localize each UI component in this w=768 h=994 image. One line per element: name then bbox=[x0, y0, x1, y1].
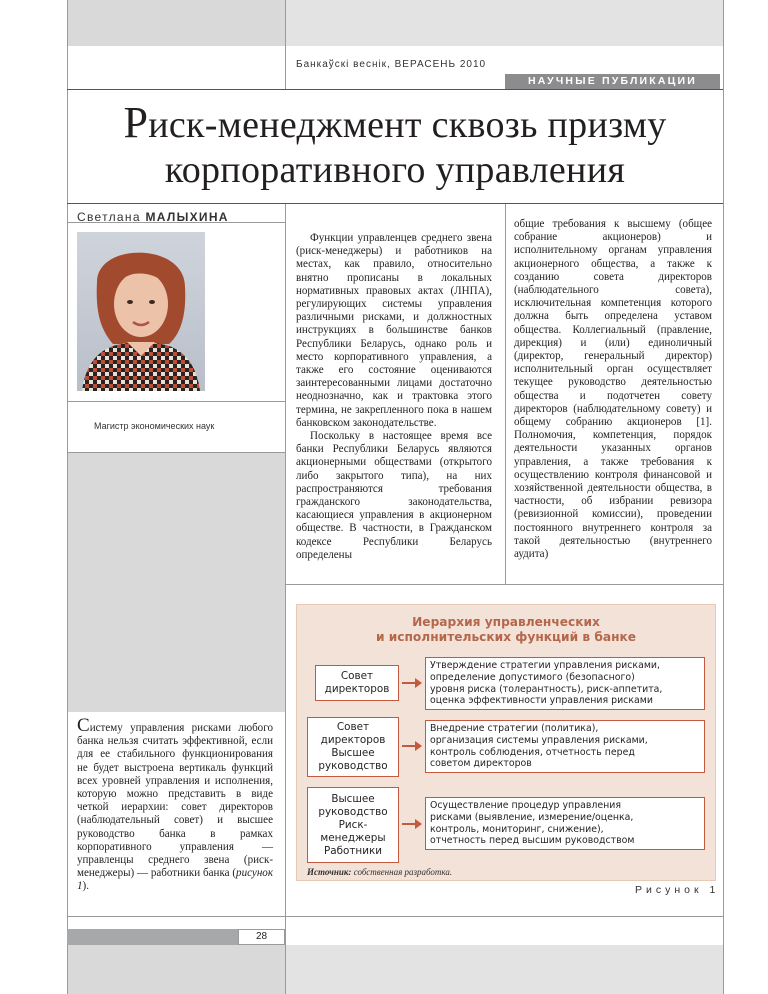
vertical-rule-middle bbox=[285, 0, 286, 89]
vertical-rule-middle-lower bbox=[285, 204, 286, 994]
function-box-management: Внедрение стратегии (политика), организация системы управления рисками, контроль соблюдения, отчетность перед советом директоров bbox=[425, 720, 705, 773]
horizontal-rule-bottom bbox=[67, 916, 723, 917]
paragraph: общие требования к высшему (общее собрание акционеров) и исполнительному органам управления акционерного общества, а также к созданию совета директоров (наблюдательного совета), исключительная компетенция которого должна быть определена уставом общества. Коллегиальный (правление, дирекция) и (или) единоличный (директор, генеральный директор) исполнительный орган осуществляет текущее руководство деятельностью общества и подотчетен совету директоров (наблюдательному совету) и общему собранию акционеров [1]. Полномочия, компетенция, порядок деятельности указанных органов управления, а также требования к осуществлению контроля финансовой и хозяйственной деятельности общества, в частности, об избрании ревизора (ревизионной комиссии), проведении постоянного внутреннего контроля за такой деятельностью (внутреннего аудита) bbox=[514, 218, 712, 561]
level-box-operations: Высшее руководство Риск- менеджеры Работники bbox=[307, 787, 399, 863]
figure-hierarchy bbox=[296, 604, 716, 881]
intro-text: Систему управления рисками любого банка нельзя считать эффективной, если для ее стабильного функционирования не будет выстроена вертикаль функций всех уровней управления и исполнения, которую можно представить в виде четкой иерархии: совет директоров (наблюдательный совет) и высшее руководство банка в рамках корпоративного управления — управленцы среднего звена (риск-менеджеры) — работники банка (рисунок 1). bbox=[77, 715, 273, 893]
horizontal-rule-degree bbox=[67, 452, 285, 453]
paragraph: Поскольку в настоящее время все банки Республики Беларусь являются акционерными обществами (открытого либо закрытого типа), на них распространяются требования гражданского законодательства, касающиеся управления в акционерном обществе. В частности, в Гражданском кодексе Республики Беларусь определены bbox=[296, 430, 492, 561]
section-label: НАУЧНЫЕ ПУБЛИКАЦИИ bbox=[505, 74, 720, 89]
top-gray-panel-left bbox=[67, 0, 285, 46]
bottom-gray-panel bbox=[67, 945, 285, 994]
author-degree: Магистр экономических наук bbox=[94, 421, 215, 431]
vertical-rule-column bbox=[505, 204, 506, 584]
title-line2: корпоративного управления bbox=[164, 149, 626, 191]
left-gray-panel bbox=[67, 452, 285, 712]
author-photo bbox=[77, 232, 205, 391]
figure-label: Рисунок 1 bbox=[635, 884, 720, 896]
level-box-board: Совет директоров bbox=[315, 665, 399, 701]
horizontal-rule-photo bbox=[67, 401, 285, 402]
arrow-right-icon bbox=[401, 739, 423, 753]
page-number: 28 bbox=[238, 929, 285, 945]
figure-source: Источник: собственная разработка. bbox=[307, 867, 453, 877]
drop-cap: С bbox=[77, 715, 90, 736]
vertical-rule-right bbox=[723, 0, 724, 994]
level-box-board-management: Совет директоров Высшее руководство bbox=[307, 717, 399, 777]
horizontal-rule-columns bbox=[285, 584, 723, 585]
paragraph: Функции управленцев среднего звена (риск-менеджеры) и работников на местах, как правило, относительно внятно прописаны в локальных нормативных правовых актах (ЛНПА), регулирующих системы управления различными рисками, и должностных инструкциях в большинстве банков Республики Беларусь, однако роль и место корпоративного управления, а также его состояние оцениваются заинтересованными лицами достаточно неоднозначно, как и трактовка этого термина, не закрепленного пока в нашем банковском законодательстве. bbox=[296, 232, 492, 429]
figure-reference: рисунок 1 bbox=[77, 867, 273, 893]
author-last-name: МАЛЫХИНА bbox=[145, 210, 229, 224]
article-title bbox=[67, 100, 723, 193]
function-box-operations: Осуществление процедур управления рисками (выявление, измерение/оценка, контроль, мониторинг, снижение), отчетность перед высшим руководством bbox=[425, 797, 705, 850]
arrow-right-icon bbox=[401, 676, 423, 690]
journal-running-head: Банкаўскі веснік, ВЕРАСЕНЬ 2010 bbox=[296, 59, 487, 70]
bottom-gray-panel-right bbox=[285, 945, 723, 994]
article-column-1 bbox=[296, 232, 492, 562]
title-line1: иск-менеджмент сквозь призму bbox=[148, 104, 667, 146]
arrow-right-icon bbox=[401, 817, 423, 831]
author-first-name: Светлана bbox=[77, 210, 146, 224]
author-name bbox=[77, 210, 229, 224]
figure-title: Иерархия управленческих и исполнительских функций в банке bbox=[375, 615, 637, 644]
article-column-2 bbox=[514, 218, 712, 561]
intro-paragraph bbox=[77, 715, 273, 894]
function-box-board: Утверждение стратегии управления рисками, определение допустимого (безопасного) уровня риска (толерантность), риск-аппетита, оценка эффективности управления рисками bbox=[425, 657, 705, 710]
top-gray-panel-right bbox=[285, 0, 723, 46]
title-initial: Р bbox=[123, 98, 149, 147]
